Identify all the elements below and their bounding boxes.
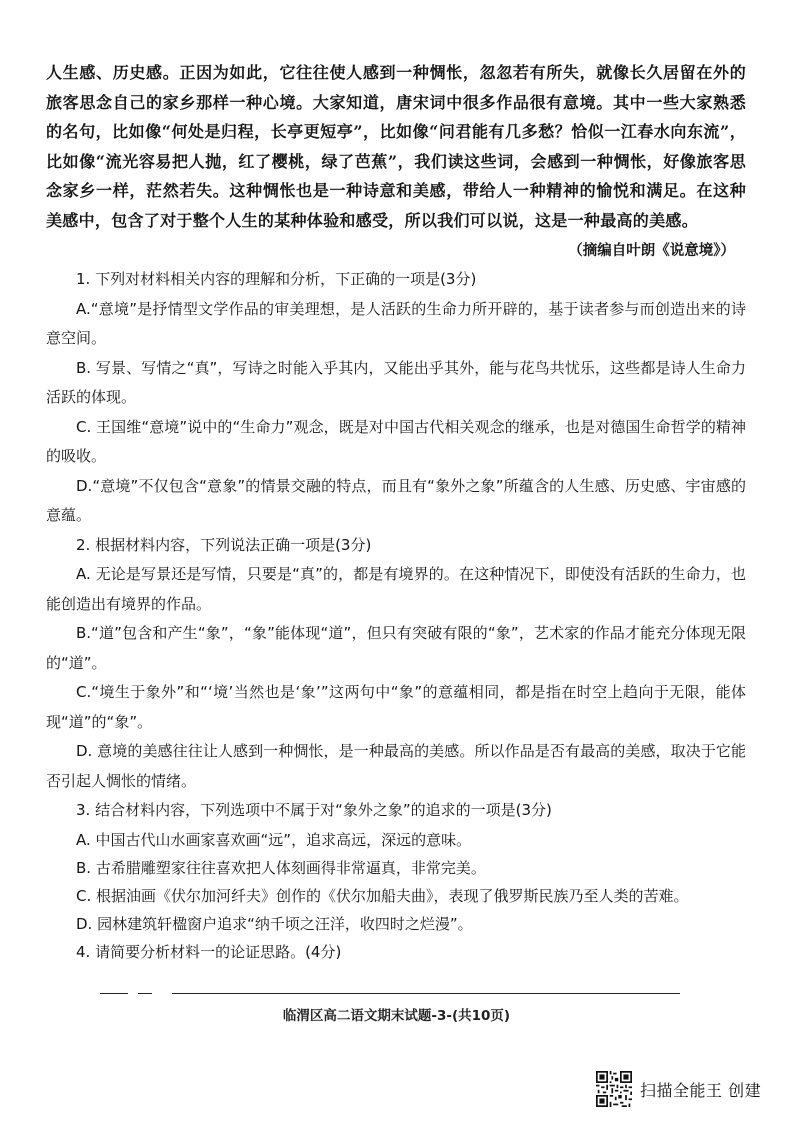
question-stem: 3. 结合材料内容，下列选项中不属于对“象外之象”的追求的一项是(3分): [76, 801, 552, 819]
question-1: [46, 265, 746, 531]
question-list: [46, 265, 746, 967]
question-3: [46, 796, 746, 938]
option-b: B.“道”包含和产生“象”，“象”能体现“道”，但只有突破有限的“象”，艺术家的作品才能充分体现无限的“道”。: [46, 624, 746, 672]
option-c: C. 根据油画《伏尔加河纤夫》创作的《伏尔加船夫曲》，表现了俄罗斯民族乃至人类的苦难。: [76, 886, 689, 905]
question-stem: 1. 下列对材料相关内容的理解和分析，下正确的一项是(3分): [76, 270, 477, 288]
watermark-text: 扫描全能王 创建: [640, 1080, 762, 1100]
qr-code-icon: [596, 1071, 632, 1107]
option-b: B. 古希腊雕塑家往往喜欢把人体刻画得非常逼真，非常完美。: [76, 858, 486, 877]
option-a: A.“意境”是抒情型文学作品的审美理想，是人活跃的生命力所开辟的，基于读者参与而创造出来的诗意空间。: [46, 299, 746, 347]
passage-source: （摘编自叶朗《说意境》）: [568, 242, 735, 259]
footer-rule-segment: [138, 993, 152, 994]
question-2: [46, 531, 746, 797]
option-a: A. 中国古代山水画家喜欢画“远”，追求高远，深远的意味。: [76, 830, 472, 849]
page-footer: 临渭区高二语文期末试题-3-(共10页): [282, 1008, 511, 1024]
option-d: D. 意境的美感往往让人感到一种惆怅，是一种最高的美感。所以作品是否有最高的美感，取决于它能否引起人惆怅的情绪。: [46, 742, 746, 790]
passage-paragraph: 人生感、历史感。正因为如此，它往往使人感到一种惆怅，忽忽若有所失，就像长久居留在外的旅客思念自己的家乡那样一种心境。大家知道，唐宋词中很多作品很有意境。其中一些大家熟悉的名句，比如像“何处是归程，长亭更短亭”，比如像“问君能有几多愁？恰似一江春水向东流”，比如像“流光容易把人抛，红了樱桃，绿了芭蕉”，我们读这些词，会感到一种惆怅，好像旅客思念家乡一样，茫然若失。这种惆怅也是一种诗意和美感，带给人一种精神的愉悦和满足。在这种美感中，包含了对于整个人生的某种体验和感受，所以我们可以说，这是一种最高的美感。: [46, 63, 746, 230]
option-d: D.“意境”不仅包含“意象”的情景交融的特点，而且有“象外之象”所蕴含的人生感、历史感、宇宙感的意蕴。: [46, 476, 746, 524]
footer-rule: [172, 993, 680, 994]
question-stem: 2. 根据材料内容，下列说法正确一项是(3分): [76, 535, 372, 554]
option-b: B. 写景、写情之“真”，写诗之时能入乎其内，又能出乎其外，能与花鸟共忧乐，这些都是诗人生命力活跃的体现。: [46, 358, 746, 406]
question-stem: 4. 请简要分析材料一的论证思路。(4分): [76, 942, 342, 961]
reading-passage: [46, 58, 746, 235]
option-a: A. 无论是写景还是写情，只要是“真”的，都是有境界的。在这种情况下，即使没有活跃的生命力，也能创造出有境界的作品。: [46, 565, 746, 613]
option-c: C. 王国维“意境”说中的“生命力”观念，既是对中国古代相关观念的继承，也是对德国生命哲学的精神的吸收。: [46, 417, 746, 465]
option-d: D. 园林建筑轩楹窗户追求“纳千顷之汪洋，收四时之烂漫”。: [76, 914, 473, 933]
option-c: C.“境生于象外”和“‘境’当然也是‘象’”这两句中“象”的意蕴相同，都是指在时空上趋向于无限，能体现“道”的“象”。: [46, 683, 746, 731]
scanner-watermark: [596, 1069, 761, 1109]
question-4: [46, 938, 746, 968]
footer-rule-segment: [100, 993, 128, 994]
